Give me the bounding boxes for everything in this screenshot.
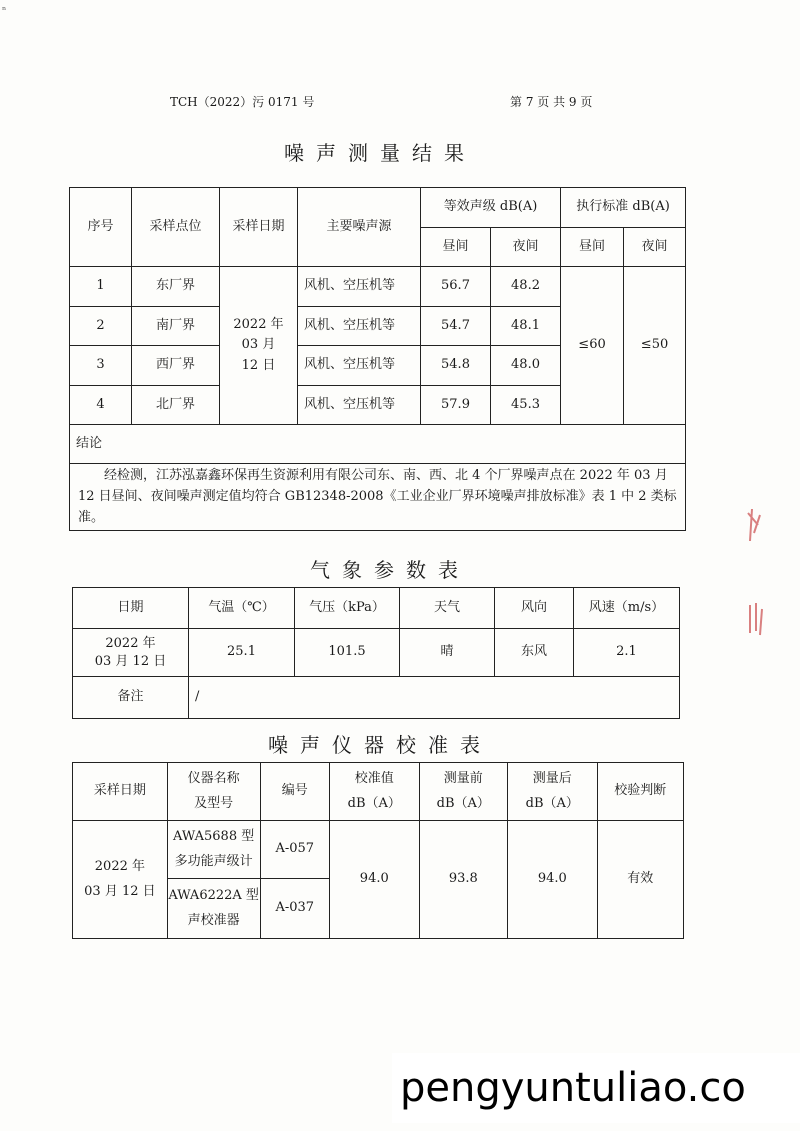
page-number: 第 7 页 共 9 页 bbox=[510, 95, 593, 109]
noise-results-title: 噪声测量结果 bbox=[284, 141, 476, 165]
row-source: 风机、空压机等 bbox=[298, 307, 421, 346]
row-day: 54.8 bbox=[421, 346, 491, 386]
calibration-table bbox=[72, 762, 684, 939]
row-point: 北厂界 bbox=[132, 386, 220, 425]
header-std-day: 昼间 bbox=[561, 228, 624, 267]
row-seq: 4 bbox=[70, 386, 132, 425]
weather-header-date: 日期 bbox=[73, 588, 189, 629]
calib-header-value: 校准值 dB（A） bbox=[330, 763, 420, 821]
weather-header-wind-speed: 风速（m/s） bbox=[574, 588, 680, 629]
weather-title: 气象参数表 bbox=[310, 558, 470, 582]
weather-pressure: 101.5 bbox=[295, 629, 400, 677]
watermark-text: pengyuntuliao.co bbox=[392, 1053, 800, 1123]
row-point: 西厂界 bbox=[132, 346, 220, 386]
table-row bbox=[73, 821, 684, 879]
header-point: 采样点位 bbox=[132, 188, 220, 267]
row-night: 45.3 bbox=[491, 386, 561, 425]
row-day: 57.9 bbox=[421, 386, 491, 425]
corner-mark: ₙ bbox=[2, 2, 7, 13]
calib-after: 94.0 bbox=[508, 821, 598, 939]
table-row bbox=[70, 267, 686, 307]
calib-value: 94.0 bbox=[330, 821, 420, 939]
weather-condition: 晴 bbox=[400, 629, 495, 677]
weather-date: 2022 年 03 月 12 日 bbox=[73, 629, 189, 677]
calib-date: 2022 年 03 月 12 日 bbox=[73, 821, 168, 939]
row-seq: 3 bbox=[70, 346, 132, 386]
weather-temp: 25.1 bbox=[189, 629, 295, 677]
conclusion-text: 经检测，江苏泓嘉鑫环保再生资源利用有限公司东、南、西、北 4 个厂界噪声点在 2022 年 03 月 12 日昼间、夜间噪声测定值均符合 GB12348-2008《工业企业厂界环境噪声排放标准》表 1 中 2 类标准。 bbox=[70, 464, 686, 531]
document-number: TCH（2022）污 0171 号 bbox=[170, 95, 315, 109]
row-point: 东厂界 bbox=[132, 267, 220, 307]
row-night: 48.0 bbox=[491, 346, 561, 386]
row-point: 南厂界 bbox=[132, 307, 220, 346]
header-eq-level: 等效声级 dB(A) bbox=[421, 188, 561, 228]
calib-header-name: 仪器名称 及型号 bbox=[167, 763, 260, 821]
conclusion-label: 结论 bbox=[70, 425, 686, 464]
header-date: 采样日期 bbox=[220, 188, 298, 267]
calib-judge: 有效 bbox=[597, 821, 683, 939]
calib-header-after: 测量后 dB（A） bbox=[508, 763, 598, 821]
header-std-night: 夜间 bbox=[624, 228, 686, 267]
calib-header-no: 编号 bbox=[260, 763, 330, 821]
standard-day-value: ≤60 bbox=[561, 267, 624, 425]
weather-table bbox=[72, 587, 680, 719]
calib-header-before: 测量前 dB（A） bbox=[419, 763, 507, 821]
header-eq-night: 夜间 bbox=[491, 228, 561, 267]
calibration-title: 噪声仪器校准表 bbox=[268, 733, 492, 757]
seal-fragment-icon bbox=[740, 505, 770, 645]
weather-header-pressure: 气压（kPa） bbox=[295, 588, 400, 629]
noise-results-table bbox=[69, 187, 686, 531]
row-source: 风机、空压机等 bbox=[298, 386, 421, 425]
row-source: 风机、空压机等 bbox=[298, 346, 421, 386]
header-seq: 序号 bbox=[70, 188, 132, 267]
row-source: 风机、空压机等 bbox=[298, 267, 421, 307]
standard-night-value: ≤50 bbox=[624, 267, 686, 425]
header-source: 主要噪声源 bbox=[298, 188, 421, 267]
instrument-name: AWA5688 型 多功能声级计 bbox=[167, 821, 260, 879]
weather-header-wind-dir: 风向 bbox=[495, 588, 574, 629]
weather-header-temp: 气温（℃） bbox=[189, 588, 295, 629]
header-standard: 执行标准 dB(A) bbox=[561, 188, 686, 228]
remark-label: 备注 bbox=[73, 677, 189, 719]
calib-before: 93.8 bbox=[419, 821, 507, 939]
row-seq: 2 bbox=[70, 307, 132, 346]
weather-header-weather: 天气 bbox=[400, 588, 495, 629]
calib-header-judge: 校验判断 bbox=[597, 763, 683, 821]
instrument-no: A-037 bbox=[260, 879, 330, 939]
header-eq-day: 昼间 bbox=[421, 228, 491, 267]
row-day: 56.7 bbox=[421, 267, 491, 307]
weather-wind-dir: 东风 bbox=[495, 629, 574, 677]
instrument-name: AWA6222A 型 声校准器 bbox=[167, 879, 260, 939]
row-day: 54.7 bbox=[421, 307, 491, 346]
instrument-no: A-057 bbox=[260, 821, 330, 879]
row-seq: 1 bbox=[70, 267, 132, 307]
row-night: 48.1 bbox=[491, 307, 561, 346]
weather-wind-speed: 2.1 bbox=[574, 629, 680, 677]
sampling-date: 2022 年 03 月 12 日 bbox=[220, 267, 298, 425]
calib-header-date: 采样日期 bbox=[73, 763, 168, 821]
remark-value: / bbox=[189, 677, 680, 719]
row-night: 48.2 bbox=[491, 267, 561, 307]
